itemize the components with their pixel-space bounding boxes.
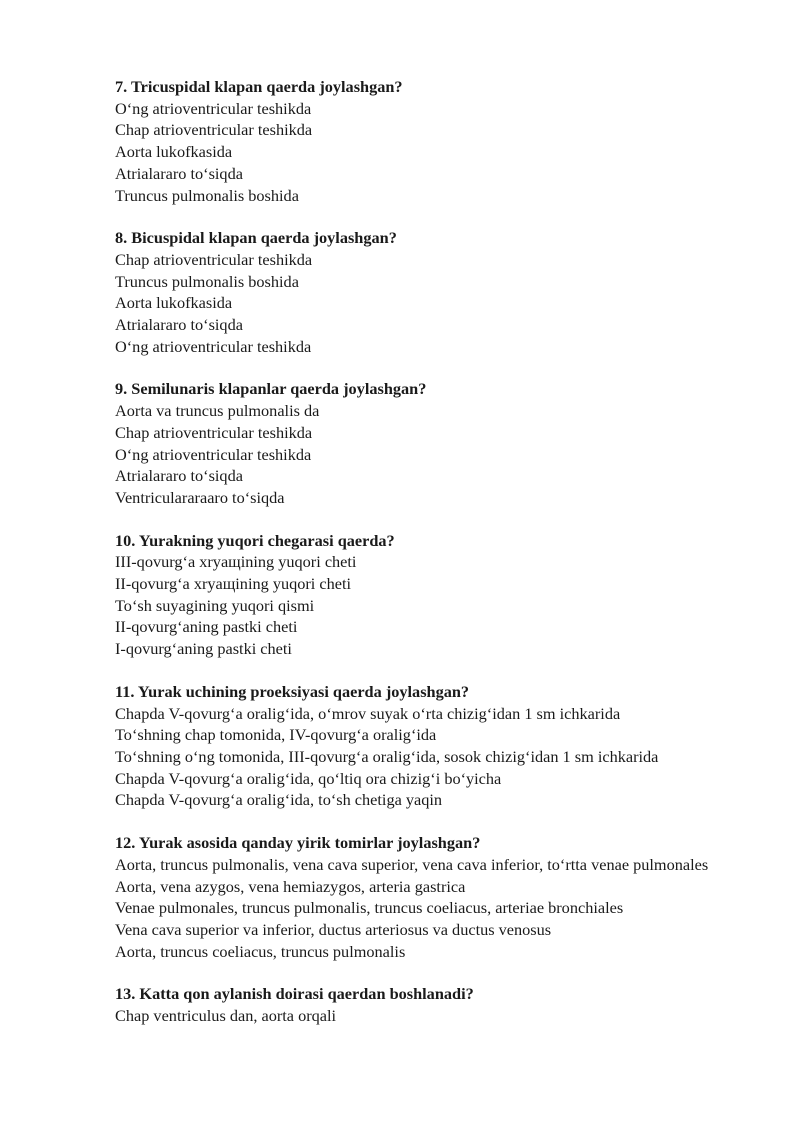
question-title: 9. Semilunaris klapanlar qaerda joylashgan? [115, 379, 427, 399]
question-title: 11. Yurak uchining proeksiyasi qaerda joylashgan? [115, 681, 470, 701]
document-page [115, 76, 755, 1048]
answer-option: Chap ventriculus dan, aorta orqali [115, 1006, 337, 1026]
answer-option: II-qovurg‘aning pastki cheti [115, 617, 298, 637]
question-9 [115, 378, 755, 508]
answer-option: To‘shning o‘ng tomonida, III-qovurg‘a oralig‘ida, sosok chizig‘idan 1 sm ichkarida [115, 746, 659, 766]
answer-option: O‘ng atrioventricular teshikda [115, 98, 312, 118]
answer-option: Aorta, truncus coeliacus, truncus pulmonalis [115, 941, 406, 961]
answer-option: Chap atrioventricular teshikda [115, 120, 313, 140]
answer-option: Atrialararo to‘siqda [115, 163, 243, 183]
answer-option: Ventriculararaаro to‘siqda [115, 487, 285, 507]
answer-option: Aorta lukofkasida [115, 142, 233, 162]
answer-option: To‘shning chap tomonida, IV-qovurg‘a oralig‘ida [115, 725, 437, 745]
question-7 [115, 76, 755, 206]
question-13 [115, 983, 755, 1026]
question-title: 13. Katta qon aylanish doirasi qaerdan boshlanadi? [115, 984, 474, 1004]
question-11 [115, 681, 755, 811]
answer-option: To‘sh suyagining yuqori qismi [115, 595, 315, 615]
answer-option: Venae pulmonales, truncus pulmonalis, truncus coeliacus, arteriae bronchiales [115, 898, 624, 918]
question-10 [115, 530, 755, 660]
answer-option: I-qovurg‘aning pastki cheti [115, 639, 292, 659]
answer-option: Truncus pulmonalis boshida [115, 271, 299, 291]
question-12 [115, 832, 755, 962]
question-title: 7. Tricuspidal klapan qaerda joylashgan? [115, 77, 403, 96]
answer-option: II-qovurg‘a xryaщining yuqori cheti [115, 574, 352, 594]
question-title: 8. Bicuspidal klapan qaerda joylashgan? [115, 228, 397, 248]
answer-option: Chapda V-qovurg‘a oralig‘ida, o‘mrov suyak o‘rta chizig‘idan 1 sm ichkarida [115, 703, 621, 723]
answer-option: Atrialararo to‘siqda [115, 466, 243, 486]
answer-option: Aorta, truncus pulmonalis, vena cava superior, vena cava inferior, to‘rtta venae pulmonales [115, 854, 709, 874]
answer-option: Chapda V-qovurg‘a oralig‘ida, to‘sh chetiga yaqin [115, 790, 443, 810]
question-title: 10. Yurakning yuqori chegarasi qaerda? [115, 530, 395, 550]
answer-option: Chap atrioventricular teshikda [115, 249, 313, 269]
answer-option: Aorta va truncus pulmonalis da [115, 401, 320, 421]
answer-option: Vena cava superior va inferior, ductus arteriosus va ductus venosus [115, 919, 552, 939]
question-8 [115, 227, 755, 357]
answer-option: Atrialararo to‘siqda [115, 315, 243, 335]
answer-option: III-qovurg‘a xryaщining yuqori cheti [115, 552, 357, 572]
answer-option: Chap atrioventricular teshikda [115, 422, 313, 442]
answer-option: Aorta lukofkasida [115, 293, 233, 313]
answer-option: Aorta, vena azygos, vena hemiazygos, arteria gastrica [115, 876, 466, 896]
answer-option: O‘ng atrioventricular teshikda [115, 336, 312, 356]
answer-option: Truncus pulmonalis boshida [115, 185, 299, 205]
answer-option: Chapda V-qovurg‘a oralig‘ida, qo‘ltiq ora chizig‘i bo‘yicha [115, 768, 502, 788]
answer-option: O‘ng atrioventricular teshikda [115, 444, 312, 464]
question-title: 12. Yurak asosida qanday yirik tomirlar joylashgan? [115, 833, 481, 853]
